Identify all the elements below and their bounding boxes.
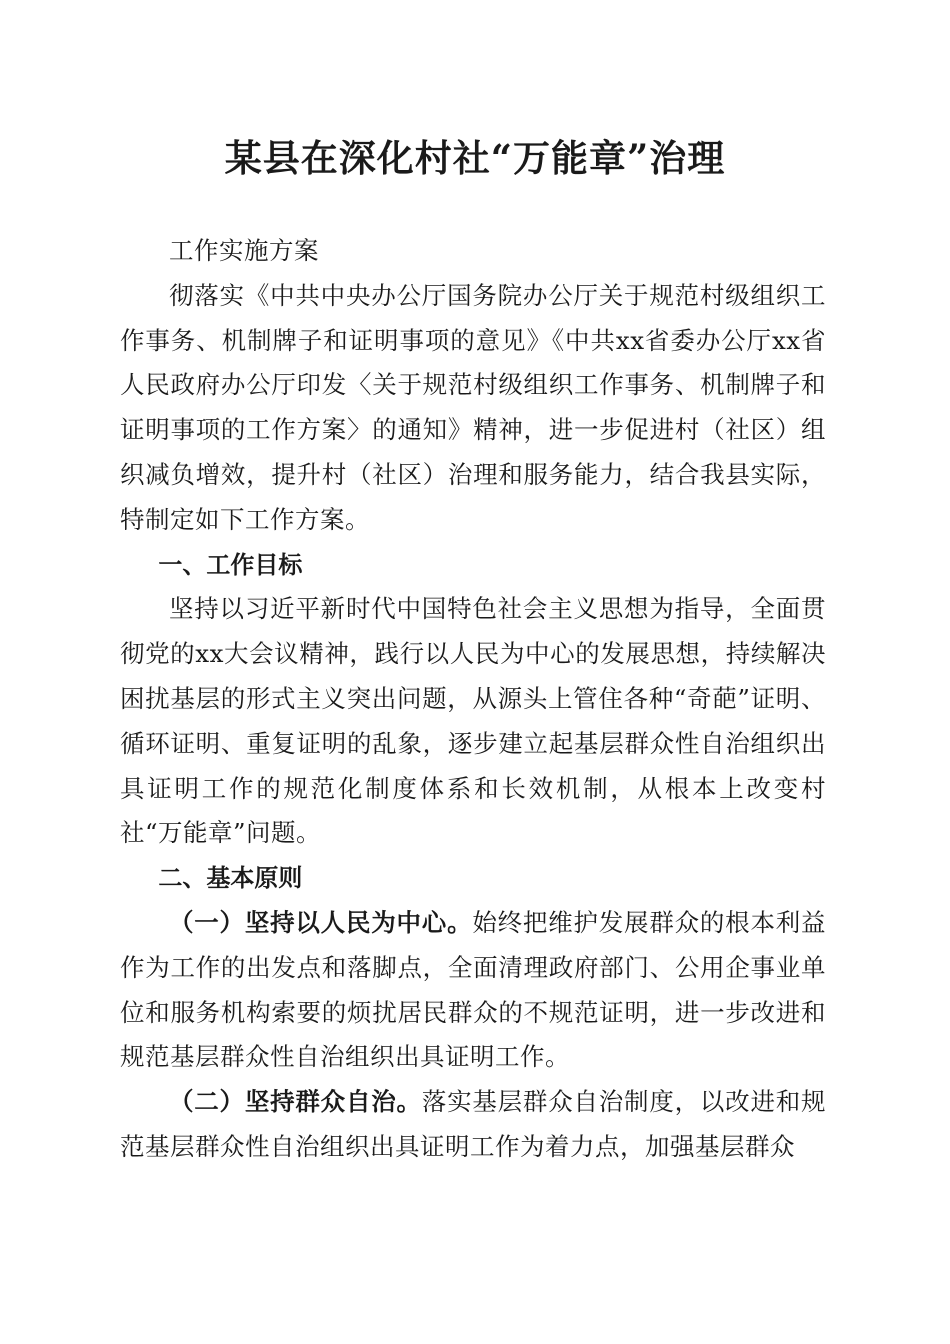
principle-paragraph-1: [120, 901, 826, 1080]
principle-1-lead: （一）坚持以人民为中心。: [169, 907, 473, 937]
document-title: 某县在深化村社“万能章”治理: [224, 136, 726, 180]
principle-2-lead: （二）坚持群众自治。: [169, 1087, 422, 1117]
principle-paragraph-2: [120, 1080, 826, 1170]
goals-paragraph: 坚持以习近平新时代中国特色社会主义思想为指导，全面贯彻党的xx大会议精神，践行以人民为中心的发展思想，持续解决困扰基层的形式主义突出问题，从源头上管住各种“奇葩”证明、循环证明、重复证明的乱象，逐步建立起基层群众性自治组织出具证明工作的规范化制度体系和长效机制，从根本上改变村社“万能章”问题。: [120, 594, 826, 848]
principle-1-text: 始终把维护发展群众的根本利益作为工作的出发点和落脚点，全面清理政府部门、公用企事业单位和服务机构索要的烦扰居民群众的不规范证明，进一步改进和规范基层群众性自治组织出具证明工作。: [120, 907, 826, 1072]
principle-2-text: 落实基层群众自治制度，以改进和规范基层群众性自治组织出具证明工作为着力点，加强基层群众: [120, 1087, 827, 1161]
section-heading-principles: 二、基本原则: [158, 864, 303, 893]
intro-paragraph: 彻落实《中共中央办公厅国务院办公厅关于规范村级组织工作事务、机制牌子和证明事项的意见》《中共xx省委办公厅xx省人民政府办公厅印发〈关于规范村级组织工作事务、机制牌子和证明事项的工作方案〉的通知》精神，进一步促进村（社区）组织减负增效，提升村（社区）治理和服务能力，结合我县实际，特制定如下工作方案。: [120, 280, 826, 534]
document-body: [120, 229, 826, 1170]
document-subtitle: 工作实施方案: [169, 236, 319, 265]
section-heading-goals: 一、工作目标: [158, 550, 303, 579]
